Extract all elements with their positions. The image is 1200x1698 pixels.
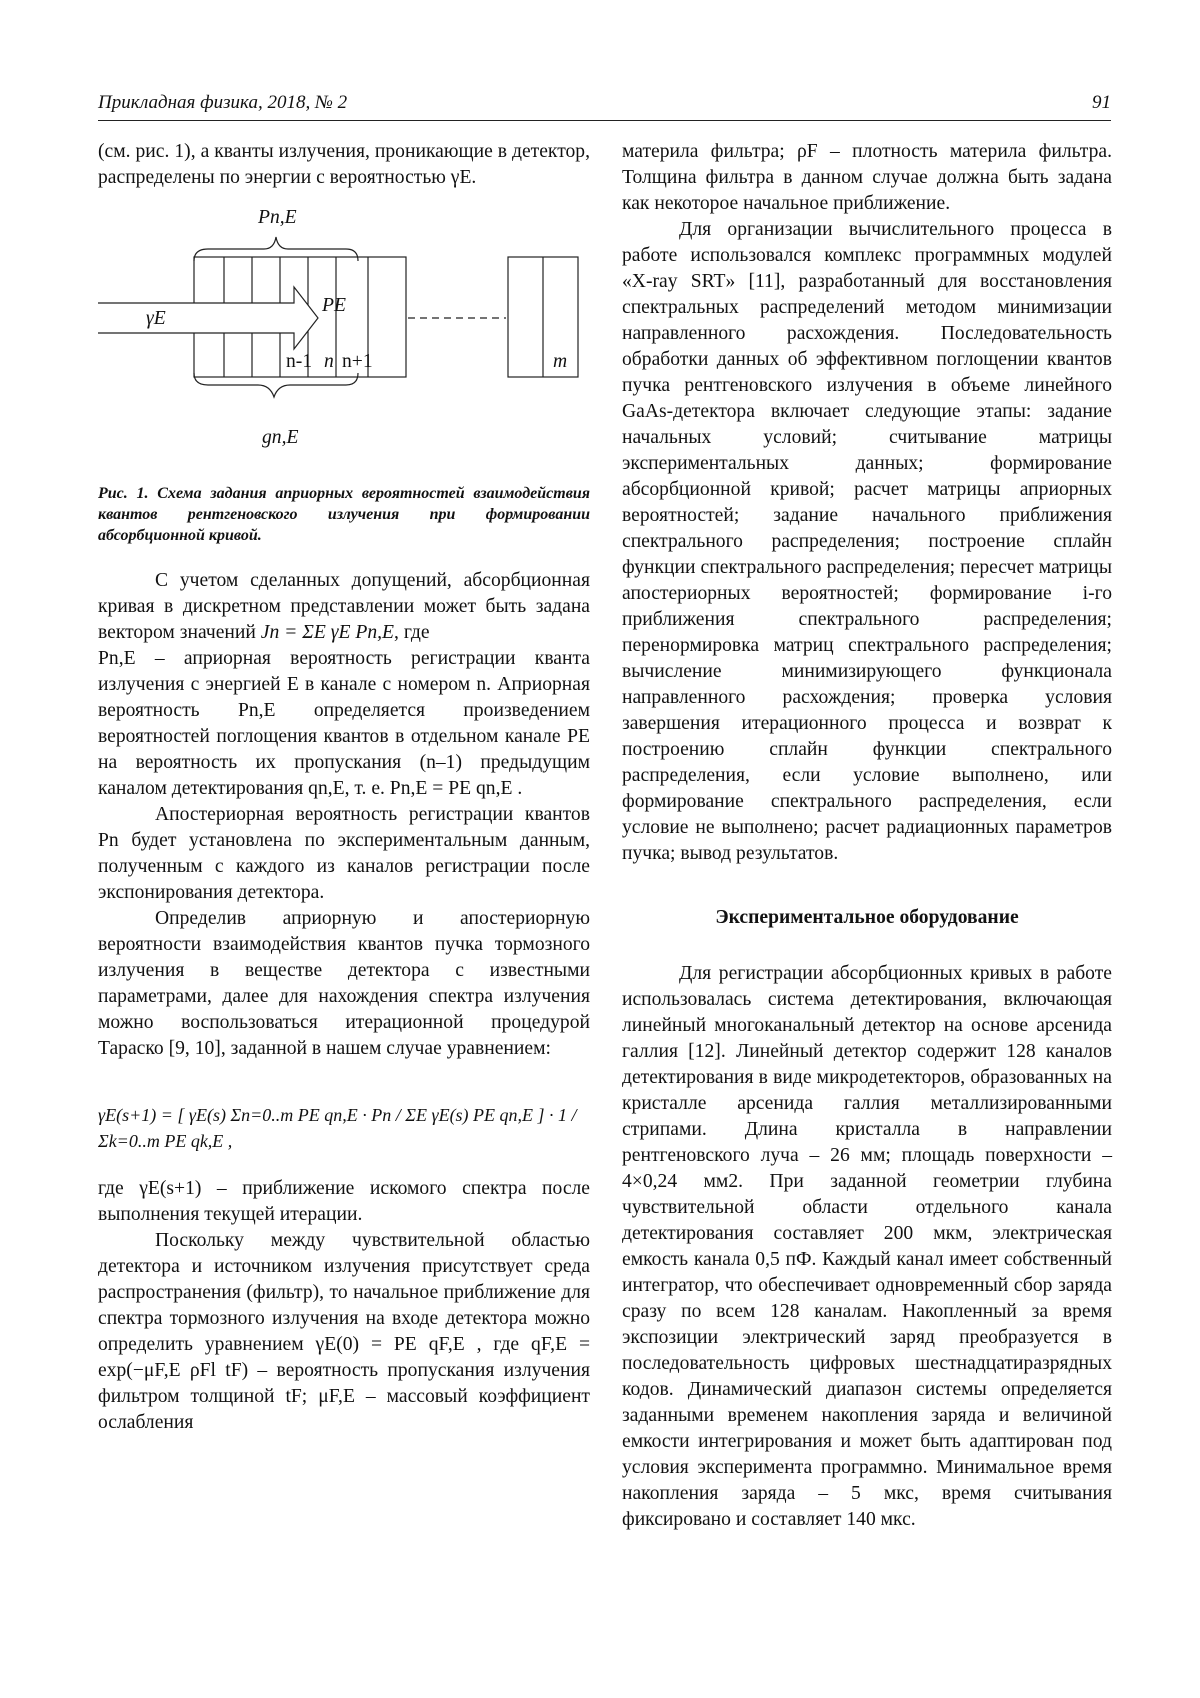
label-channel-n-plus-1: n+1 xyxy=(342,351,373,372)
equation-tarasko: γE(s+1) = [ γE(s) Σn=0..m PE qn,E · Pn / ΣE γE(s) PE qn,E ] · 1 / Σk=0..m PE qk,E , xyxy=(98,1105,577,1151)
paragraph-filter: Поскольку между чувствительной областью детектора и источником излучения присутствует среда распространения (фильтр), то начальное приближение для спектра тормозного излучения на входе детектора можно определить уравнением γE(0) = PE qF,E , где qF,E = exp(−μF,E ρFl tF) – вероятность пропускания излучения фильтром толщиной tF; μF,E – массовый коэффициент ослабления xyxy=(98,1230,590,1433)
label-channel-n: n xyxy=(324,351,334,372)
intro-paragraph: (см. рис. 1), а кванты излучения, проникающие в детектор, распределены по энергии с вероятностью γE. xyxy=(98,141,590,188)
page-header xyxy=(98,92,1111,121)
figure-caption: Рис. 1. Схема задания априорных вероятностей взаимодействия квантов рентгеновского излучения при формировании абсорбционной кривой. xyxy=(98,485,590,544)
label-g-n-e: gn,E xyxy=(262,427,299,448)
section-title-equipment: Экспериментальное оборудование xyxy=(715,907,1019,928)
paragraph-iteration: Определив априорную и апостериорную вероятности взаимодействия квантов пучка тормозного излучения в веществе детектора с известными параметрами, далее для нахождения спектра излучения можно воспользоваться итерационной процедурой Тараско [9, 10], заданной в нашем случае уравнением: xyxy=(98,908,590,1059)
paragraph-equipment: Для регистрации абсорбционных кривых в работе использовалась система детектирования, включающая линейный многоканальный детектор на основе арсенида галлия [12]. Линейный детектор содержит 128 каналов детектирования в виде микродетекторов, образованных на кристалле арсенида галлия металлизированными стрипами. Длина кристалла в направлении рентгеновского луча – 26 мм; площадь поверхности – 4×0,24 мм2. При заданной геометрии глубина чувствительной области отдельного канала детектирования составляет 200 мкм, электрическая емкость канала 0,5 пФ. Каждый канал имеет собственный интегратор, что обеспечивает одновременный сбор заряда сразу по всем 128 каналам. Накопленный за время экспозиции электрический заряд преобразуется в последовательность цифровых шестнадцатиразрядных кодов. Динамический диапазон системы определяется заданными временем накопления заряда и величиной емкости интегрирования и может быть адаптирован под условия эксперимента программно. Минимальное время накопления заряда – 5 мкс, время считывания фиксировано и составляет 140 мкс. xyxy=(622,963,1112,1530)
label-channel-m: m xyxy=(553,351,568,372)
paragraph-approximation: где γE(s+1) – приближение искомого спектра после выполнения текущей итерации. xyxy=(98,1178,590,1225)
paragraph-aposteriori: Апостериорная вероятность регистрации квантов Pn будет установлена по экспериментальным данным, полученным с каждого из каналов регистрации после экспонирования детектора. xyxy=(98,804,590,903)
right-column xyxy=(622,139,1112,1533)
label-pn-e: Pn,E xyxy=(258,207,297,228)
label-channel-n-minus-1: n-1 xyxy=(286,351,313,372)
paragraph-absorption-curve: С учетом сделанных допущений, абсорбционная кривая в дискретном представлении может быть задана вектором значений Jn = ΣE γE Pn,E, где xyxy=(98,570,590,643)
label-p-e: PE xyxy=(322,295,346,316)
figure-1 xyxy=(98,197,590,477)
left-column xyxy=(98,139,590,1436)
label-gamma-e: γE xyxy=(146,308,166,329)
journal-title: Прикладная физика, 2018, № 2 xyxy=(98,92,348,113)
radiation-arrow xyxy=(98,287,318,349)
detector-scheme-diagram xyxy=(98,197,590,477)
paragraph-xray-srt: Для организации вычислительного процесса в работе использовался комплекс программных модулей «X-ray SRT» [11], разработанный для восстановления спектральных распределений методом минимизации направленного расхождения. Последовательность обработки данных об эффективном поглощении квантов пучка рентгеновского излучения в объеме линейного GaAs-детектора включает следующие этапы: задание начальных условий; считывание матрицы экспериментальных данных; формирование абсорбционной кривой; расчет матрицы априорных вероятностей; задание начального приближения спектрального распределения; построение сплайн функции спектрального распределения; пересчет матрицы апостериорных вероятностей; формирование i-го приближения спектрального распределения; перенормировка матриц спектрального распределения; вычисление минимизирующего функционала направленного расхождения; проверка условия завершения итерационного процесса и возврат к построению сплайн функции спектрального распределения, если условие выполнено, или формирование спектрального распределения, если условие не выполнено; расчет радиационных параметров пучка; вывод результатов. xyxy=(622,219,1112,864)
page-number: 91 xyxy=(1092,92,1111,113)
paragraph-filter-density: материла фильтра; ρF – плотность материла фильтра. Толщина фильтра в данном случае должна быть задана как некоторое начальное приближение. xyxy=(622,141,1112,214)
formula-jn: Jn = ΣE γE Pn,E xyxy=(260,622,395,643)
paragraph-apriori: Pn,E – априорная вероятность регистрации кванта излучения с энергией E в канале с номером n. Априорная вероятность Pn,E определяется произведением вероятностей поглощения квантов в отдельном канале PE на вероятность их пропускания (n–1) предыдущим каналом детектирования qn,E, т. е. Pn,E = PE qn,E . xyxy=(98,648,590,799)
